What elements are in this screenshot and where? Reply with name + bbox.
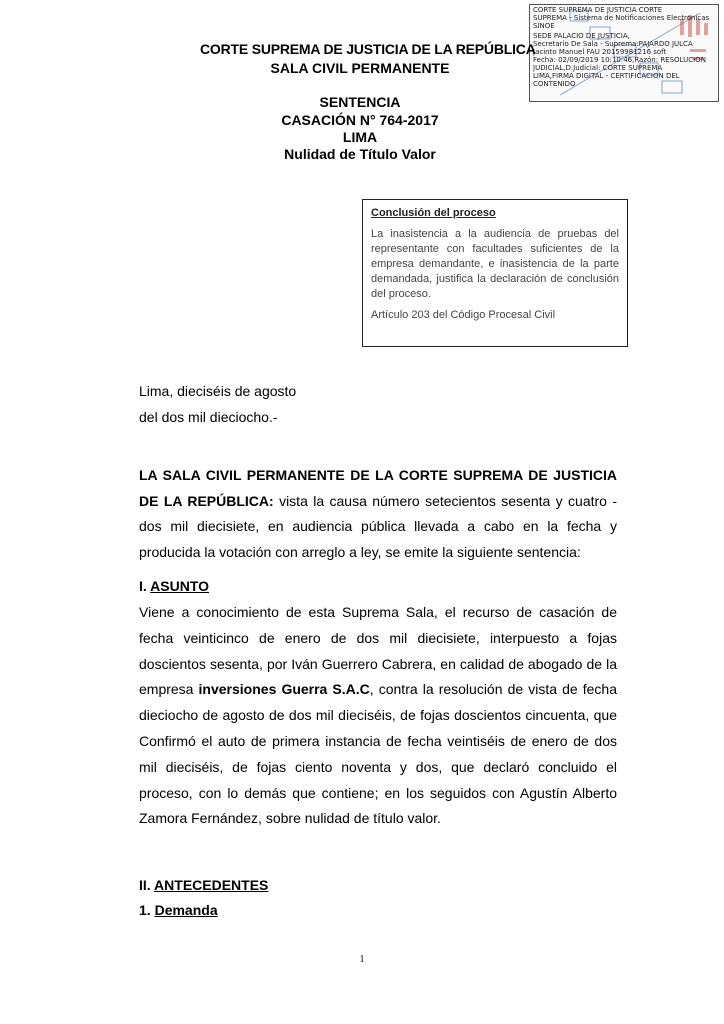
digital-signature-stamp: [529, 4, 719, 102]
case-matter: Nulidad de Título Valor: [284, 146, 436, 162]
stamp-line: JUDICIAL,D.Judicial: CORTE SUPREMA: [533, 64, 663, 72]
court-name: CORTE SUPREMA DE JUSTICIA DE LA REPÚBLICA: [200, 41, 536, 57]
section-title: ANTECEDENTES: [154, 877, 269, 893]
case-number: CASACIÓN N° 764-2017: [281, 112, 439, 128]
intro-text: vista la causa número setecientos sesenta y cuatro - dos mil diecisiete, en audiencia pública llevada a cabo en la fecha y producida la votación con arreglo a ley, se emite la siguiente sentencia:: [139, 492, 618, 560]
section-heading: [139, 578, 617, 594]
stamp-line: CONTENIDO: [533, 80, 576, 88]
date-line: Lima, dieciséis de agosto: [139, 383, 297, 399]
date-block: [139, 378, 617, 430]
summary-reference: Artículo 203 del Código Procesal Civil: [371, 309, 556, 321]
date-line: del dos mil dieciocho.-: [139, 409, 278, 425]
stamp-line: LIMA,FIRMA DIGITAL - CERTIFICACION DEL: [533, 72, 680, 80]
subsection-heading: [139, 902, 617, 918]
company-name: inversiones Guerra S.A.C: [198, 681, 370, 698]
summary-title: Conclusión del proceso: [371, 207, 496, 219]
intro-bold: LA SALA CIVIL PERMANENTE DE LA CORTE SUPREMA DE JUSTICIA DE LA REPÚBLICA:: [139, 467, 617, 509]
section-number: I.: [139, 578, 151, 594]
stamp-line: Secretario De Sala - Suprema:PAJARDO JULCA: [533, 40, 693, 48]
paragraph-text: Viene a conocimiento de esta Suprema Sala, el recurso de casación de fecha veinticinco de enero de dos mil diecisiete, interpuesto a fojas doscientos sesenta, por Iván Guerrero Cabrera, en calidad de abogado de la empresa: [139, 604, 617, 698]
case-place: LIMA: [342, 129, 378, 145]
stamp-line: CORTE SUPREMA DE JUSTICIA CORTE: [533, 6, 663, 14]
stamp-line: Fecha: 02/09/2019 10:10:46,Razón: RESOLUCIÓN: [533, 56, 706, 64]
stamp-line: Jacinto Manuel FAU 20159981216 soft: [533, 48, 667, 56]
section-heading: [139, 877, 617, 893]
summary-text: La inasistencia a la audiencia de pruebas del representante con facultades suficientes de la empresa demandante, e inasistencia de la parte demandada, justifica la declaración de conclusión del proceso.: [371, 228, 619, 300]
page-number: 1: [359, 954, 365, 965]
section-paragraph: [139, 600, 617, 832]
stamp-line: SINOE: [533, 22, 555, 30]
chamber-name: SALA CIVIL PERMANENTE: [270, 60, 450, 76]
summary-box: [362, 199, 628, 347]
subsection-number: 1.: [139, 902, 155, 918]
paragraph-text: , contra la resolución de vista de fecha dieciocho de agosto de dos mil dieciséis, de fojas doscientos cincuenta, que Confirmó el auto de primera instancia de fecha veintiséis de enero de dos mil dieciséis, de fojas ciento noventa y dos, que declaró concluido el proceso, con lo demás que contiene; en los seguidos con Agustín Alberto Zamora Fernández, sobre nulidad de título valor.: [139, 681, 617, 827]
section-number: II.: [139, 877, 155, 893]
section-title: ASUNTO: [150, 578, 210, 594]
stamp-line: SEDE PALACIO DE JUSTICIA,: [533, 32, 630, 40]
subsection-title: Demanda: [154, 902, 218, 918]
stamp-line: SUPREMA - Sistema de Notificaciones Electronicas: [533, 14, 710, 22]
document-type: SENTENCIA: [319, 94, 401, 110]
intro-paragraph: [139, 463, 617, 565]
